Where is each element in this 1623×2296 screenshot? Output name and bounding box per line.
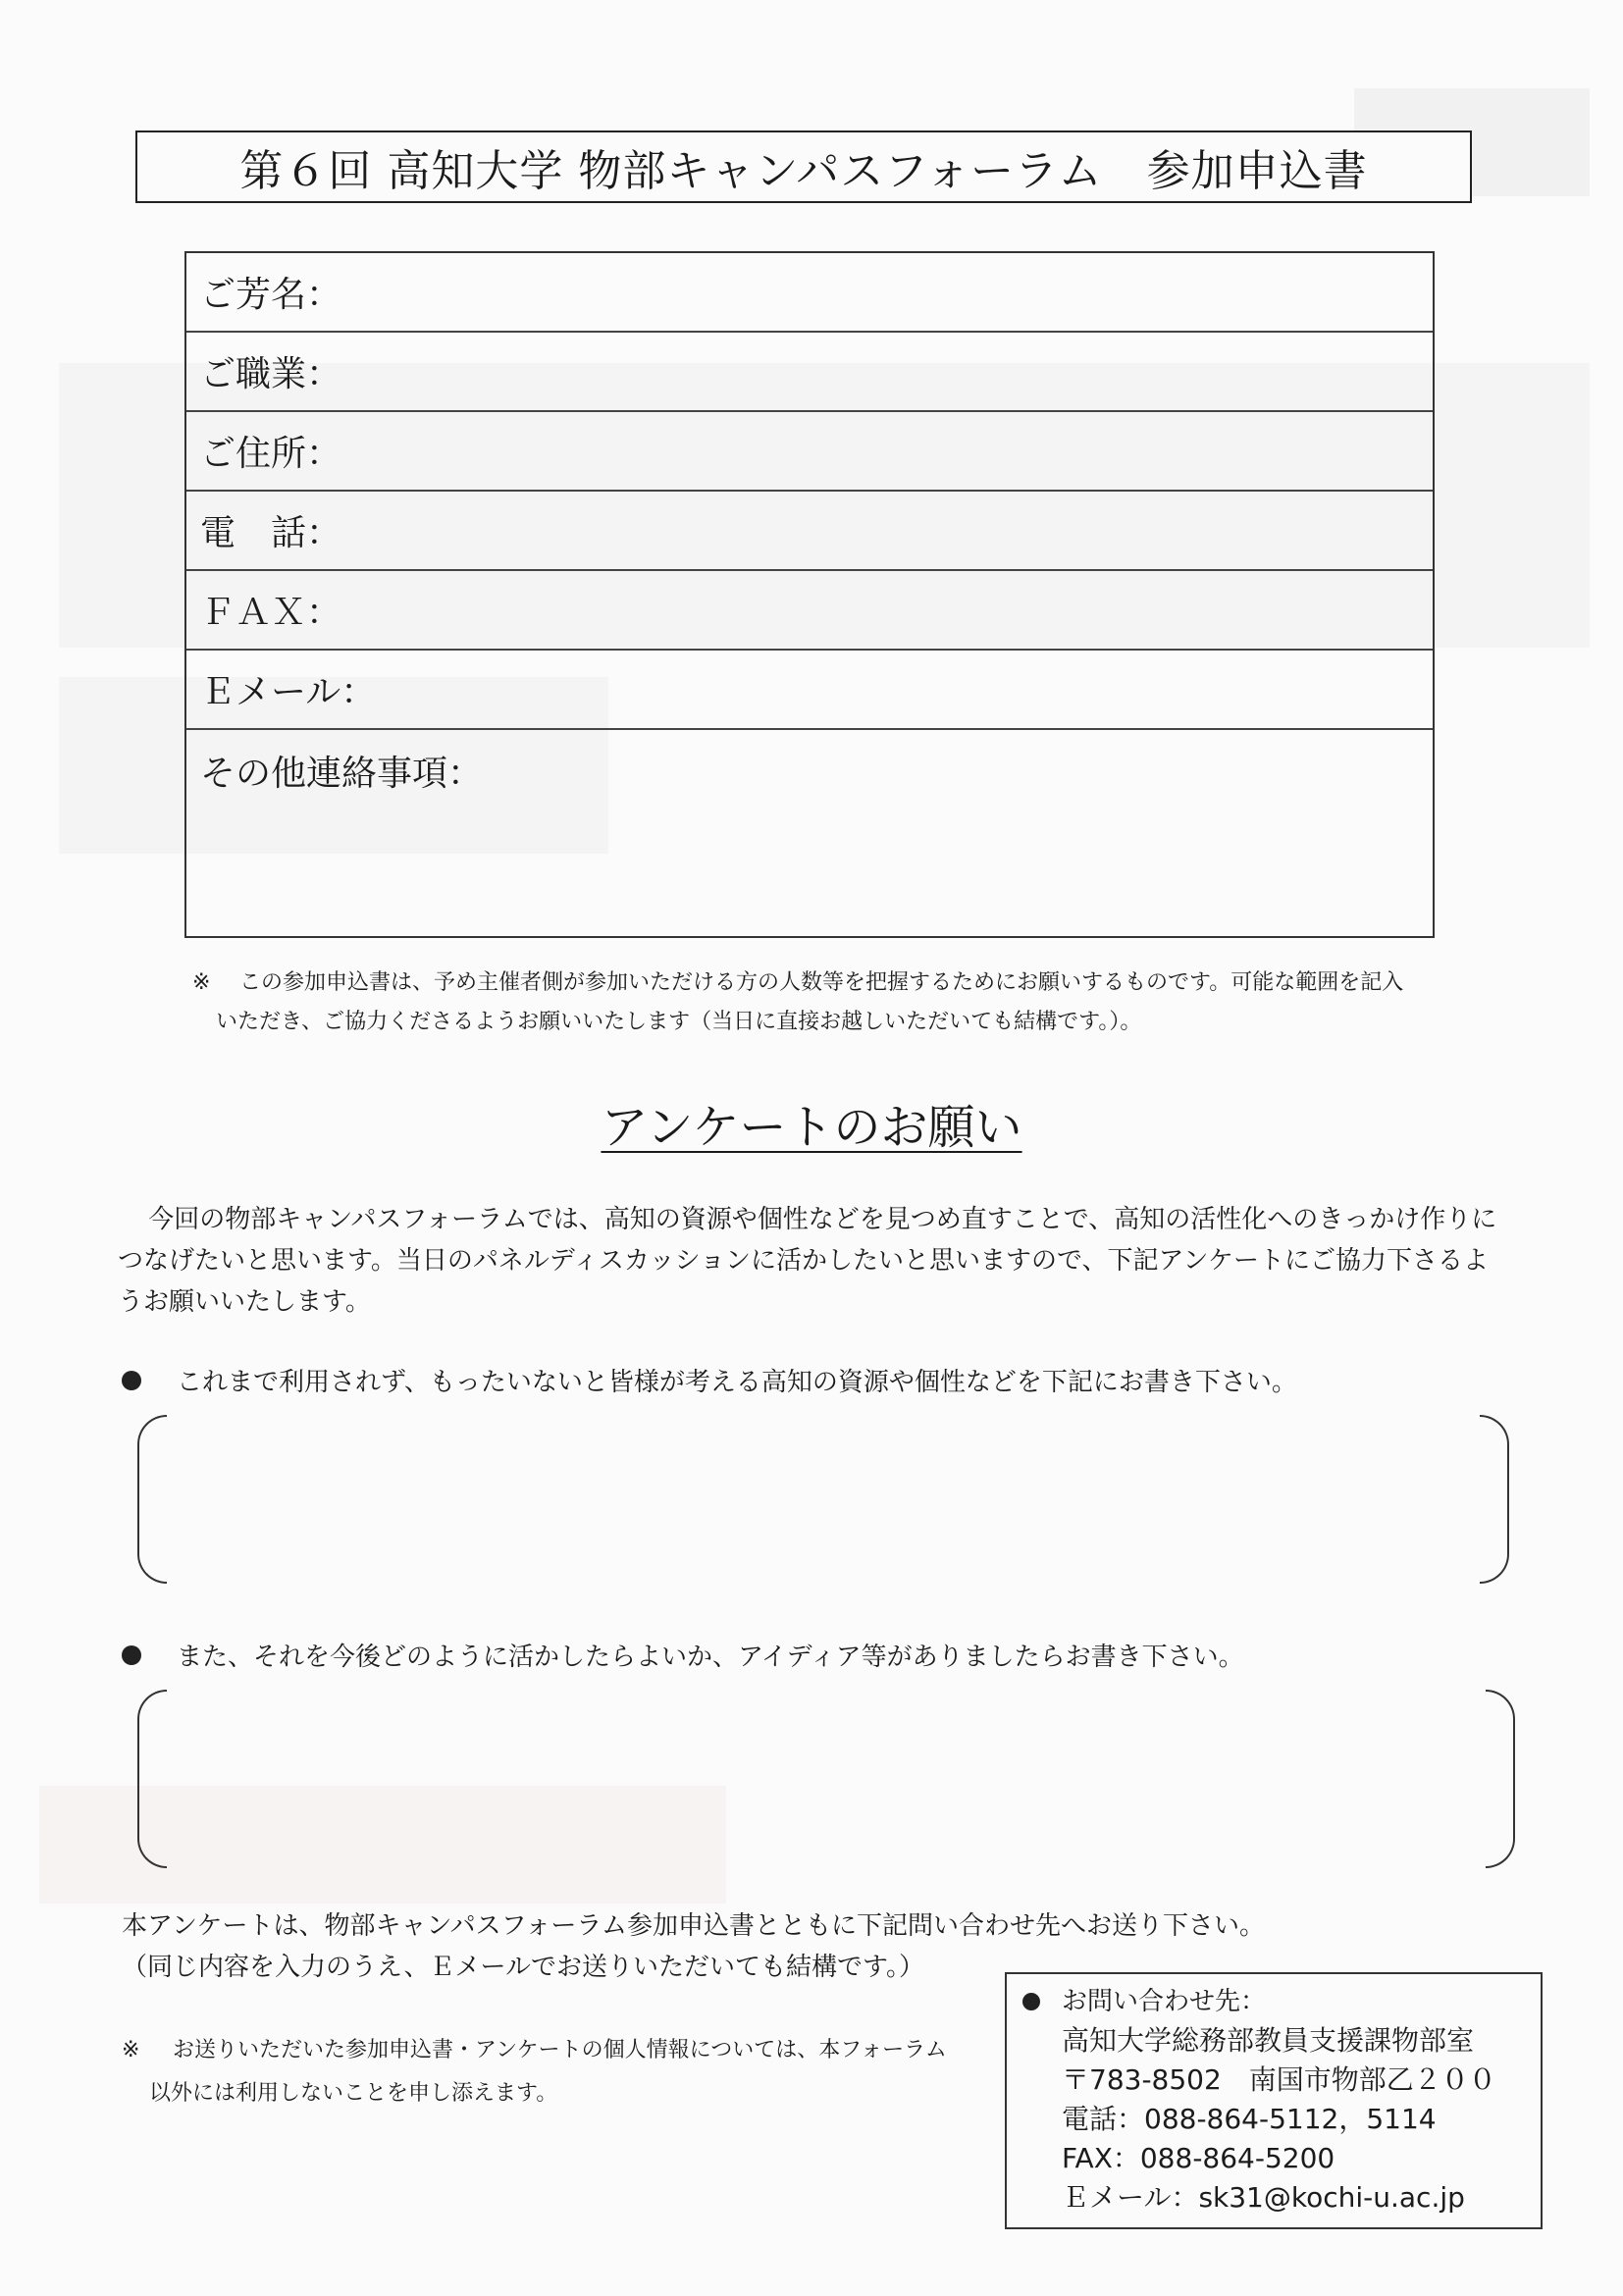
registration-form [184,251,1435,938]
address-label: ご住所： [200,434,342,474]
question-2 [122,1637,1515,1673]
bullet-icon [1022,1993,1040,2010]
bullet-icon [122,1371,141,1390]
note-line: お送りいただいた参加申込書・アンケートの個人情報については、本フォーラム [173,2038,947,2062]
note-mark: ※ [122,2038,140,2062]
email-label: Ｅメール： [200,672,377,712]
note-line: いただき、ご協力くださるようお願いいたします（当日に直接お越しいただいても結構です。）。 [216,1010,1142,1034]
email-field[interactable] [186,651,1433,730]
privacy-note [122,2029,1005,2115]
contact-address: 〒783-8502 南国市物部乙２００ [1062,2063,1496,2096]
name-label: ご芳名： [200,275,342,315]
note-line: 以外には利用しないことを申し添えます。 [149,2081,558,2106]
answer-1-bracket-left [137,1415,167,1584]
survey-heading [0,1089,1623,1157]
contact-office: 高知大学総務部教員支援課物部室 [1062,2024,1475,2057]
survey-intro-text: 今回の物部キャンパスフォーラムでは、高知の資源や個性などを見つめ直すことで、高知の活性化へのきっかけ作りにつなげたいと思います。当日のパネルディスカッションに活かしたいと思いますので、下記アンケートにご協力下さるようお願いいたします。 [118,1205,1497,1317]
bullet-icon [122,1645,141,1665]
contact-fax: FAX：088-864-5200 [1062,2142,1335,2174]
fax-label: ＦＡＸ： [200,593,342,633]
note-line: この参加申込書は、予め主催者側が参加いただける方の人数等を把握するためにお願いするものです。可能な範囲を記入 [239,970,1404,995]
closing-line: （同じ内容を入力のうえ、Ｅメールでお送りいただいても結構です。） [122,1953,924,1982]
other-notes-label: その他連絡事項： [200,754,484,794]
phone-label: 電 話： [200,513,342,553]
answer-1-area[interactable] [169,1419,1474,1580]
question-1-text: これまで利用されず、もったいないと皆様が考える高知の資源や個性などを下記にお書き下さい。 [177,1368,1297,1397]
closing-line: 本アンケートは、物部キャンパスフォーラム参加申込書とともに下記問い合わせ先へお送り下さい。 [122,1911,1266,1941]
application-note [192,964,1468,1042]
answer-1-bracket-right [1480,1415,1509,1584]
survey-intro [118,1199,1511,1323]
answer-2-bracket-left [137,1690,167,1868]
contact-heading-text: お問い合わせ先： [1062,1987,1267,2016]
contact-email[interactable]: Ｅメール：sk31@kochi-u.ac.jp [1062,2181,1465,2214]
name-field[interactable] [186,253,1433,333]
note-mark: ※ [192,970,211,995]
answer-2-bracket-right [1486,1690,1515,1868]
fax-field[interactable] [186,571,1433,651]
survey-heading-text: アンケートのお願い [601,1100,1022,1155]
contact-box [1005,1972,1543,2229]
occupation-field[interactable] [186,333,1433,412]
question-2-text: また、それを今後どのように活かしたらよいか、アイディア等がありましたらお書き下さい。 [177,1643,1244,1672]
occupation-label: ご職業： [200,354,342,394]
phone-field[interactable] [186,492,1433,571]
form-title: 第６回 高知大学 物部キャンパスフォーラム 参加申込書 [135,130,1472,203]
contact-phone: 電話：088-864-5112，5114 [1062,2103,1437,2135]
contact-heading [1022,1982,1527,2021]
answer-2-area[interactable] [169,1694,1480,1864]
address-field[interactable] [186,412,1433,492]
question-1 [122,1362,1515,1398]
other-notes-field[interactable] [186,730,1433,936]
